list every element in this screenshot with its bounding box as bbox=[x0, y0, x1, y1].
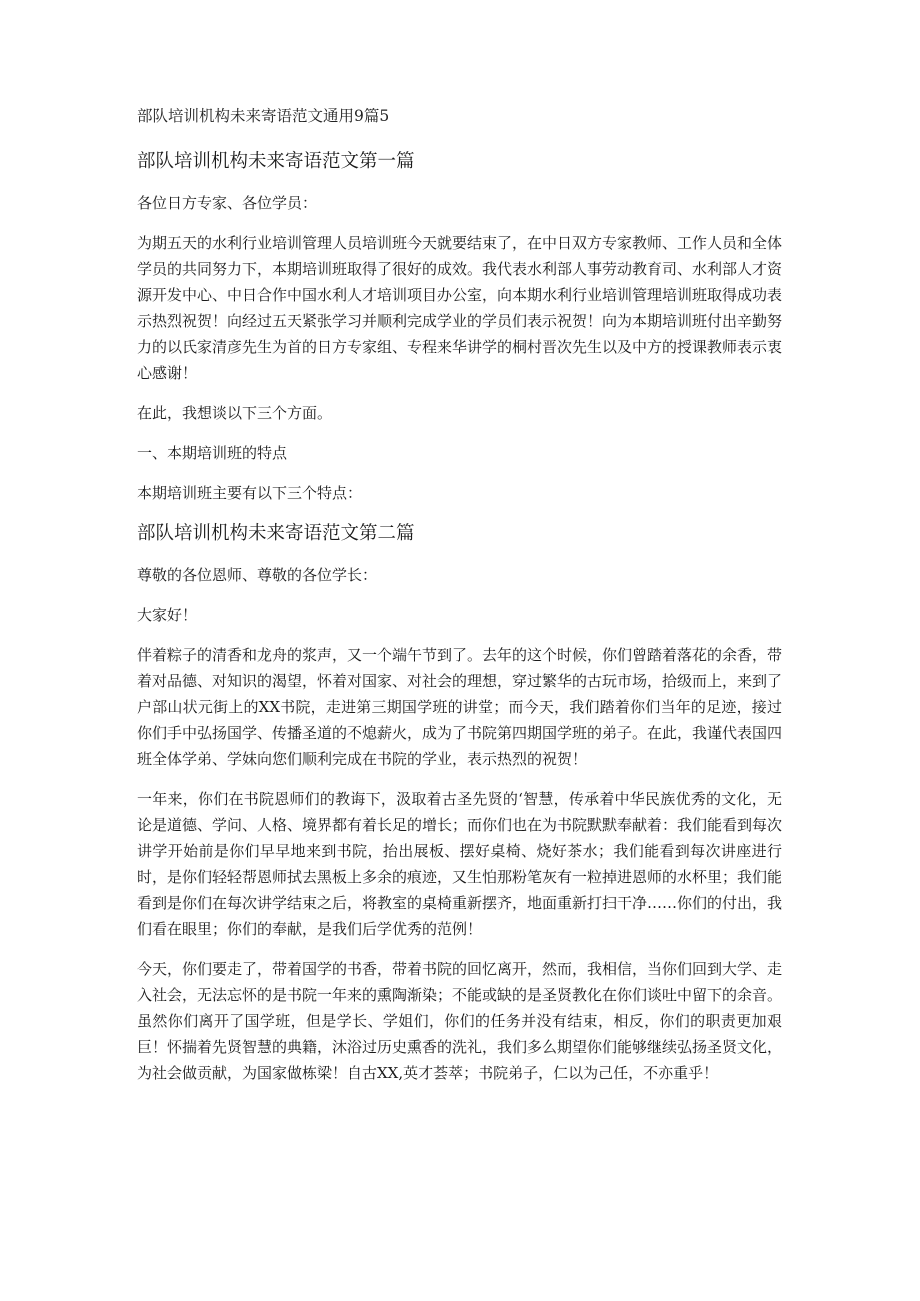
section-1 bbox=[137, 148, 782, 506]
subheading: 一、本期培训班的特点 bbox=[137, 444, 288, 462]
document-page bbox=[137, 104, 782, 1100]
body-paragraph: 在此，我想谈以下三个方面。 bbox=[137, 404, 333, 422]
greeting: 大家好！ bbox=[137, 606, 198, 624]
document-title: 部队培训机构未来寄语范文通用9篇5 bbox=[137, 107, 390, 125]
body-paragraph: 今天，你们要走了，带着国学的书香，带着书院的回忆离开，然而，我相信，当你们回到大学、走入社会，无法忘怀的是书院一年来的熏陶渐染；不能或缺的是圣贤教化在你们谈吐中留下的余音。虽然你们离开了国学班，但是学长、学姐们，你们的任务并没有结束，相反，你们的职责更加艰巨！怀揣着先贤智慧的典籍，沐浴过历史熏香的洗礼，我们多么期望你们能够继续弘扬圣贤文化，为社会做贡献，为国家做栋梁！自古XX,英才荟萃；书院弟子，仁以为己任，不亦重乎！ bbox=[137, 960, 783, 1082]
body-paragraph: 为期五天的水利行业培训管理人员培训班今天就要结束了，在中日双方专家教师、工作人员和全体学员的共同努力下，本期培训班取得了很好的成效。我代表水利部人事劳动教育司、水利部人才资源开发中心、中日合作中国水利人才培训项目办公室，向本期水利行业培训管理培训班取得成功表示热烈祝贺！向经过五天紧张学习并顺利完成学业的学员们表示祝贺！向为本期培训班付出辛勤努力的以氏家清彦先生为首的日方专家组、专程来华讲学的桐村晋次先生以及中方的授课教师表示衷心感谢！ bbox=[137, 234, 783, 382]
section-heading: 部队培训机构未来寄语范文第一篇 bbox=[137, 151, 415, 172]
body-paragraph: 一年来，你们在书院恩师们的教诲下，汲取着古圣先贤的‘智慧，传承着中华民族优秀的文化，无论是道德、学问、人格、境界都有着长足的增长；而你们也在为书院默默奉献着：我们能看到每次讲学开始前是你们早早地来到书院，抬出展板、摆好桌椅、烧好茶水；我们能看到每次讲座进行时，是你们轻轻帮恩师拭去黑板上多余的痕迹，又生怕那粉笔灰有一粒掉进恩师的水杯里；我们能看到是你们在每次讲学结束之后，将教室的桌椅重新摆齐，地面重新打扫干净……你们的付出，我们看在眼里；你们的奉献，是我们后学优秀的范例！ bbox=[137, 790, 783, 938]
salutation: 各位日方专家、各位学员： bbox=[137, 194, 318, 212]
section-heading: 部队培训机构未来寄语范文第二篇 bbox=[137, 523, 415, 544]
salutation: 尊敬的各位恩师、尊敬的各位学长： bbox=[137, 566, 378, 584]
body-paragraph: 本期培训班主要有以下三个特点： bbox=[137, 484, 363, 502]
body-paragraph: 伴着粽子的清香和龙舟的浆声，又一个端午节到了。去年的这个时候，你们曾踏着落花的余香，带着对品德、对知识的渴望，怀着对国家、对社会的理想，穿过繁华的古玩市场，拾级而上，来到了户部山状元街上的XX书院，走进第三期国学班的讲堂；而今天，我们踏着你们当年的足迹，接过你们手中弘扬国学、传播圣道的不熄薪火，成为了书院第四期国学班的弟子。在此，我谨代表国四班全体学弟、学妹向您们顺利完成在书院的学业，表示热烈的祝贺！ bbox=[137, 646, 783, 768]
section-2 bbox=[137, 520, 782, 1086]
